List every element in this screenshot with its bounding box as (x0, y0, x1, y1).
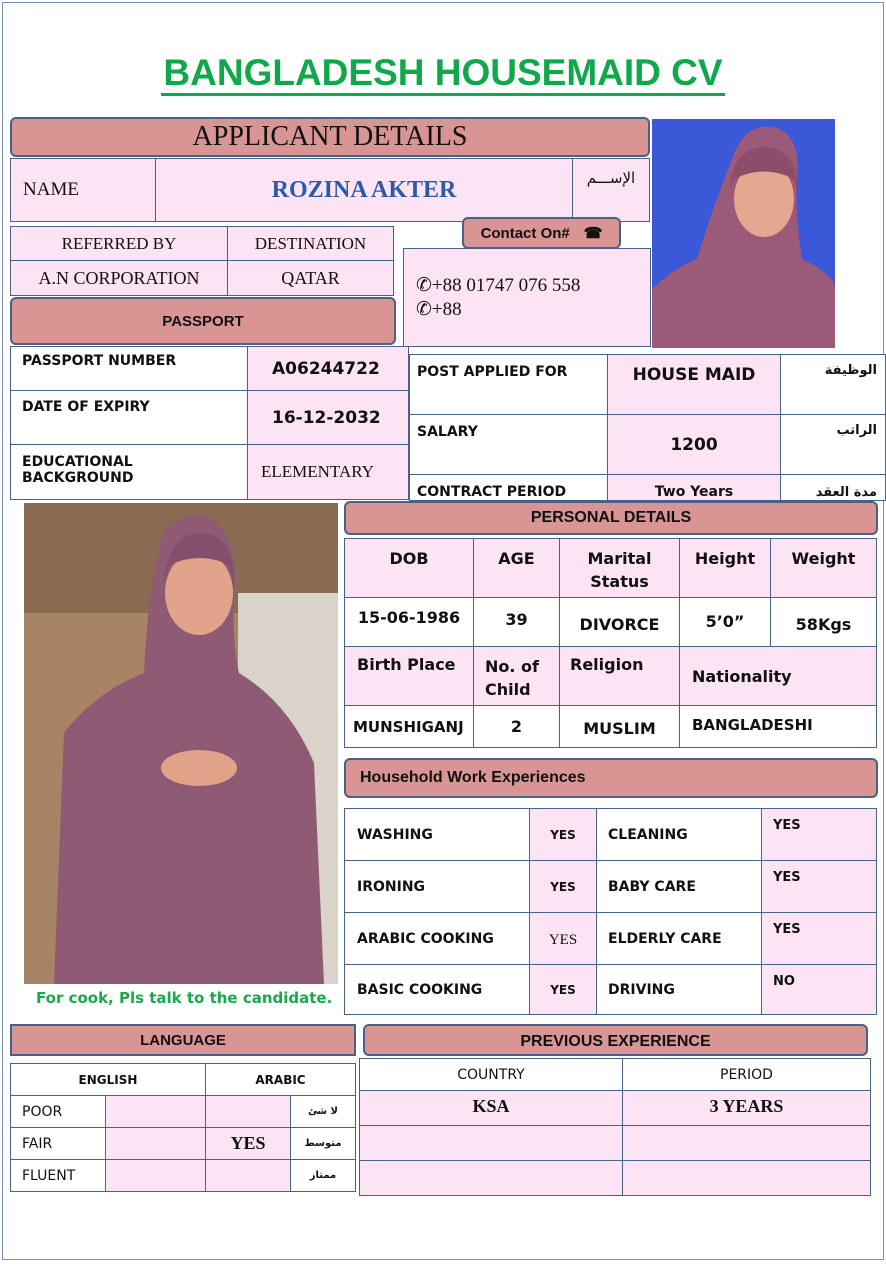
age-label: AGE (473, 538, 560, 598)
religion-value: MUSLIM (559, 705, 680, 748)
birth-place-label: Birth Place (344, 646, 474, 706)
religion-label: Religion (559, 646, 680, 706)
arabic-column-label: ARABIC (205, 1063, 356, 1096)
language-level-poor: POOR (10, 1095, 106, 1128)
name-label: NAME (10, 158, 156, 222)
weight-value: 58Kgs (770, 597, 877, 647)
arabic-level-fair: متوسط (290, 1127, 356, 1160)
contract-period-label: CONTRACT PERIOD (409, 474, 608, 501)
household-experience-header: Household Work Experiences (344, 758, 878, 798)
no-of-child-value: 2 (473, 705, 560, 748)
period-column-label: PERIOD (622, 1058, 871, 1091)
applicant-details-header: APPLICANT DETAILS (10, 117, 650, 157)
age-value: 39 (473, 597, 560, 647)
passport-number-value: A06244722 (247, 346, 409, 391)
weight-label: Weight (770, 538, 877, 598)
full-photo-figure (24, 503, 338, 984)
date-of-expiry-value: 16-12-2032 (247, 390, 409, 445)
nationality-value: BANGLADESHI (679, 705, 877, 748)
previous-period-2 (622, 1125, 871, 1161)
applicant-portrait-photo (652, 119, 835, 348)
arabic-level-poor: لا شئ (290, 1095, 356, 1128)
arabic-fluent-cell (205, 1159, 291, 1192)
elderly-care-value: YES (761, 912, 877, 965)
education-value: ELEMENTARY (247, 444, 409, 500)
cook-note: For cook, Pls talk to the candidate. (36, 989, 333, 1007)
contact-header (462, 217, 621, 249)
post-applied-label: POST APPLIED FOR (409, 354, 608, 415)
referred-by-label: REFERRED BY (10, 226, 228, 261)
no-of-child-label: No. of Child (473, 646, 560, 706)
elderly-care-label: ELDERLY CARE (596, 912, 762, 965)
salary-arabic-label: الراتب (780, 414, 886, 475)
previous-experience-header: PREVIOUS EXPERIENCE (363, 1024, 868, 1056)
marital-status-value: DIVORCE (559, 597, 680, 647)
passport-header: PASSPORT (10, 297, 396, 345)
education-label: EDUCATIONAL BACKGROUND (10, 444, 248, 500)
height-value: 5’0” (679, 597, 771, 647)
dob-label: DOB (344, 538, 474, 598)
contact-box (403, 248, 651, 347)
ironing-value: YES (529, 860, 597, 913)
phone-icon: ☎ (583, 225, 603, 242)
birth-place-value: MUNSHIGANJ (344, 705, 474, 748)
marital-status-label: Marital Status (559, 538, 680, 598)
previous-period-3 (622, 1160, 871, 1196)
cleaning-label: CLEANING (596, 808, 762, 861)
salary-value: 1200 (607, 414, 781, 475)
arabic-fair-cell: YES (205, 1127, 291, 1160)
washing-label: WASHING (344, 808, 530, 861)
portrait-figure (652, 119, 835, 348)
arabic-cooking-label: ARABIC COOKING (344, 912, 530, 965)
country-column-label: COUNTRY (359, 1058, 623, 1091)
applicant-full-photo (24, 503, 338, 984)
destination-label: DESTINATION (227, 226, 394, 261)
arabic-poor-cell (205, 1095, 291, 1128)
post-arabic-label: الوظيفة (780, 354, 886, 415)
previous-country-2 (359, 1125, 623, 1161)
salary-label: SALARY (409, 414, 608, 475)
language-level-fluent: FLUENT (10, 1159, 106, 1192)
arabic-cooking-value: YES (529, 912, 597, 965)
english-poor-cell (105, 1095, 206, 1128)
post-applied-value: HOUSE MAID (607, 354, 781, 415)
cleaning-value: YES (761, 808, 877, 861)
passport-number-label: PASSPORT NUMBER (10, 346, 248, 391)
destination-value: QATAR (227, 260, 394, 296)
ironing-label: IRONING (344, 860, 530, 913)
baby-care-value: YES (761, 860, 877, 913)
contact-phone-1[interactable]: ✆+88 01747 076 558 (416, 274, 581, 296)
date-of-expiry-label: DATE OF EXPIRY (10, 390, 248, 445)
english-fluent-cell (105, 1159, 206, 1192)
name-arabic-label: الإســـم (572, 158, 650, 222)
nationality-label: Nationality (679, 646, 877, 706)
referred-by-value: A.N CORPORATION (10, 260, 228, 296)
name-value: ROZINA AKTER (155, 158, 573, 222)
english-fair-cell (105, 1127, 206, 1160)
height-label: Height (679, 538, 771, 598)
contract-period-value: Two Years (607, 474, 781, 501)
washing-value: YES (529, 808, 597, 861)
dob-value: 15-06-1986 (344, 597, 474, 647)
contact-phone-2[interactable]: ✆+88 (416, 298, 462, 320)
contact-header-label: Contact On# (480, 224, 570, 242)
previous-country-1: KSA (359, 1090, 623, 1126)
language-header: LANGUAGE (10, 1024, 356, 1056)
previous-country-3 (359, 1160, 623, 1196)
language-level-fair: FAIR (10, 1127, 106, 1160)
personal-details-header: PERSONAL DETAILS (344, 501, 878, 535)
basic-cooking-value: YES (529, 964, 597, 1015)
driving-value: NO (761, 964, 877, 1015)
driving-label: DRIVING (596, 964, 762, 1015)
page-title: BANGLADESH HOUSEMAID CV (0, 52, 886, 94)
baby-care-label: BABY CARE (596, 860, 762, 913)
previous-period-1: 3 YEARS (622, 1090, 871, 1126)
basic-cooking-label: BASIC COOKING (344, 964, 530, 1015)
arabic-level-fluent: ممتاز (290, 1159, 356, 1192)
english-column-label: ENGLISH (10, 1063, 206, 1096)
contract-arabic-label: مدة العقد (780, 474, 886, 501)
